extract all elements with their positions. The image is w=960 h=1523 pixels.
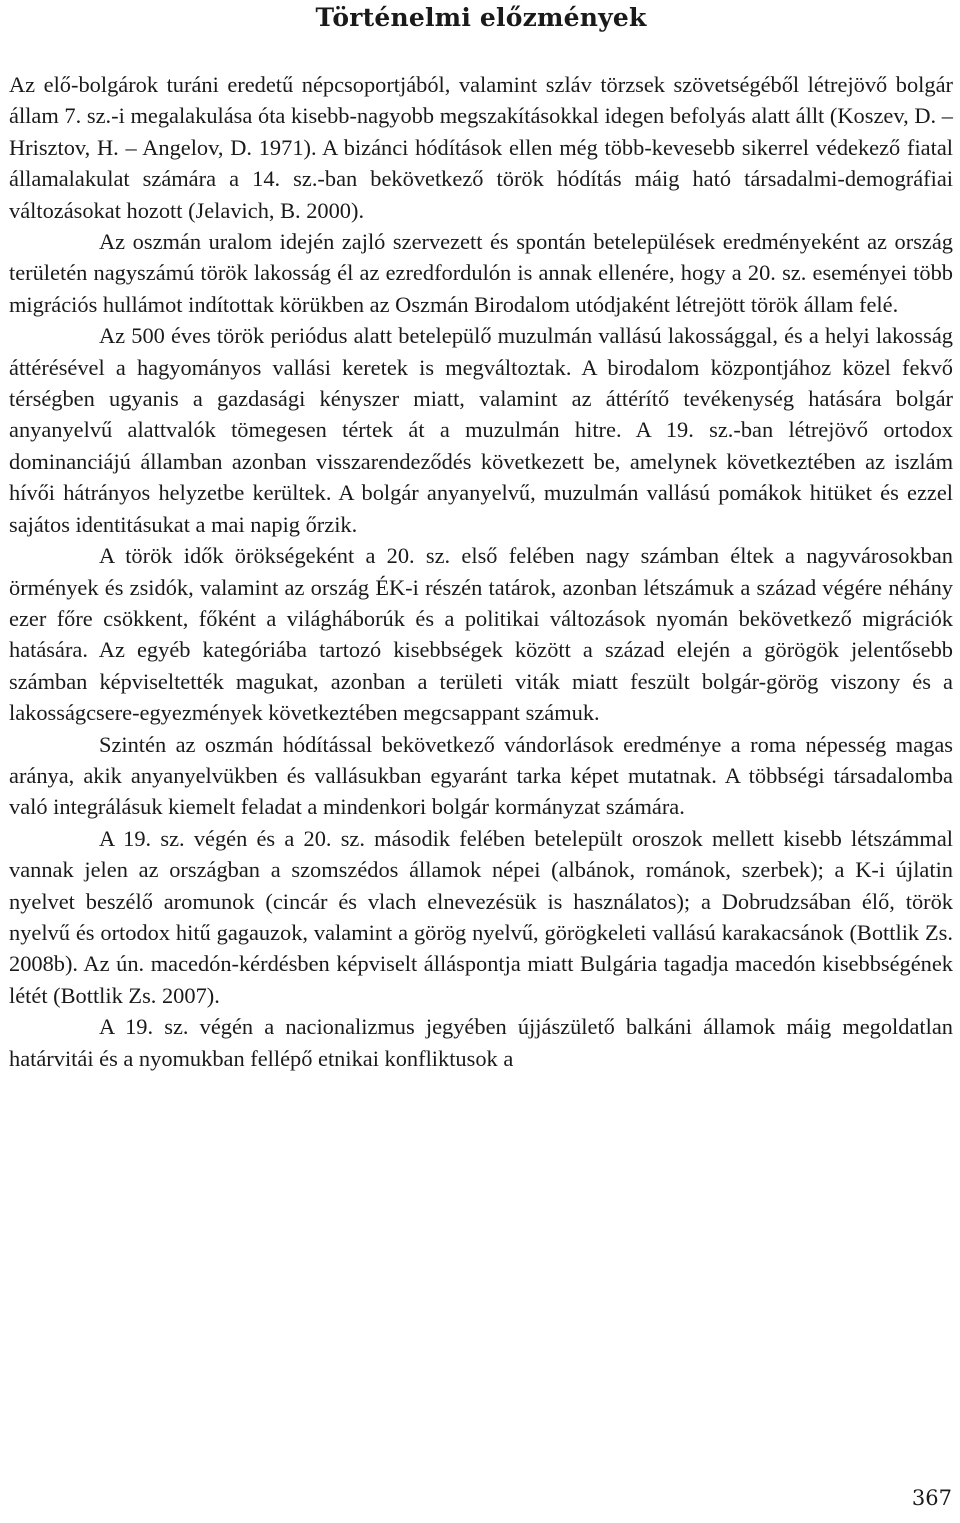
body-text [9,69,953,1074]
document-page [9,0,953,1074]
paragraph-6: A 19. sz. végén és a 20. sz. második felében betelepült oroszok mellett kisebb létszámmal vannak jelen az országban a szomszédos államok népei (albánok, románok, szerbek); a K-i újlatin nyelvet beszélő aromunok (cincár és vlach elnevezésük is használatos); a Dobrudzsában élő, török nyelvű és ortodox hitű gagauzok, valamint a görög nyelvű, görögkeleti vallású karakacsánok (Bottlik Zs. 2008b). Az ún. macedón-kérdésben képviselt álláspontja miatt Bulgária tagadja macedón kisebbségének létét (Bottlik Zs. 2007). [9,825,953,1008]
page-number: 367 [911,1486,952,1510]
paragraph-2: Az oszmán uralom idején zajló szervezett és spontán betelepülések eredményeként az ország területén nagyszámú török lakosság él az ezredfordulón is annak ellenére, hogy a 20. sz. eseményei több migrációs hullámot indítottak körükben az Oszmán Birodalom utódjaként létrejött török állam felé. [9,229,953,317]
paragraph-1: Az elő-bolgárok turáni eredetű népcsoportjából, valamint szláv törzsek szövetségéből létrejövő bolgár állam 7. sz.-i megalakulása óta kisebb-nagyobb megszakításokkal idegen befolyás alatt állt (Koszev, D. – Hrisztov, H. – Angelov, D. 1971). A bizánci hódítások ellen még több-kevesebb sikerrel védekező fiatal államalakulat számára a 14. sz.-ban bekövetkező török hódítás máig ható társadalmi-demográfiai változásokat hozott (Jelavich, B. 2000). [9,72,953,223]
paragraph-5: Szintén az oszmán hódítással bekövetkező vándorlások eredménye a roma népesség magas aránya, akik anyanyelvükben és vallásukban egyaránt tarka képet mutatnak. A többségi társadalomba való integrálásuk kiemelt feladat a mindenkori bolgár kormányzat számára. [9,731,953,820]
page-title: Történelmi előzmények [315,3,647,32]
paragraph-7: A 19. sz. végén a nacionalizmus jegyében újjászülető balkáni államok máig megoldatlan határvitái és a nyomukban fellépő etnikai konfliktusok a [9,1014,953,1071]
paragraph-4: A török idők örökségeként a 20. sz. első felében nagy számban éltek a nagyvárosokban örmények és zsidók, valamint az ország ÉK-i részén tatárok, azonban létszámuk a század végére néhány ezer főre csökkent, főként a világháborúk és a politikai változások nyomán bekövetkező migrációk hatására. Az egyéb kategóriába tartozó kisebbségek között a század elején a görögök jelentősebb számban képviseltették magukat, azonban a területi viták miatt feszült bolgár-görög viszony és a lakosságcsere-egyezmények következtében megcsappant számuk. [9,543,953,726]
paragraph-3: Az 500 éves török periódus alatt betelepülő muzulmán vallású lakossággal, és a helyi lakosság áttérésével a hagyományos vallási keretek is megváltoztak. A birodalom központjához közel fekvő térségben ugyanis a gazdasági kényszer miatt, valamint az áttérítő tevékenység hatására bolgár anyanyelvű alattvalók tömegesen tértek át a muzulmán hitre. A 19. sz.-ban létrejövő ortodox dominanciájú államban azonban visszarendeződés következett be, amelynek következtében az iszlám hívői hátrányos helyzetbe kerültek. A bolgár anyanyelvű, muzulmán vallású pomákok hitüket és ezzel sajátos identitásukat a mai napig őrzik. [9,323,953,537]
